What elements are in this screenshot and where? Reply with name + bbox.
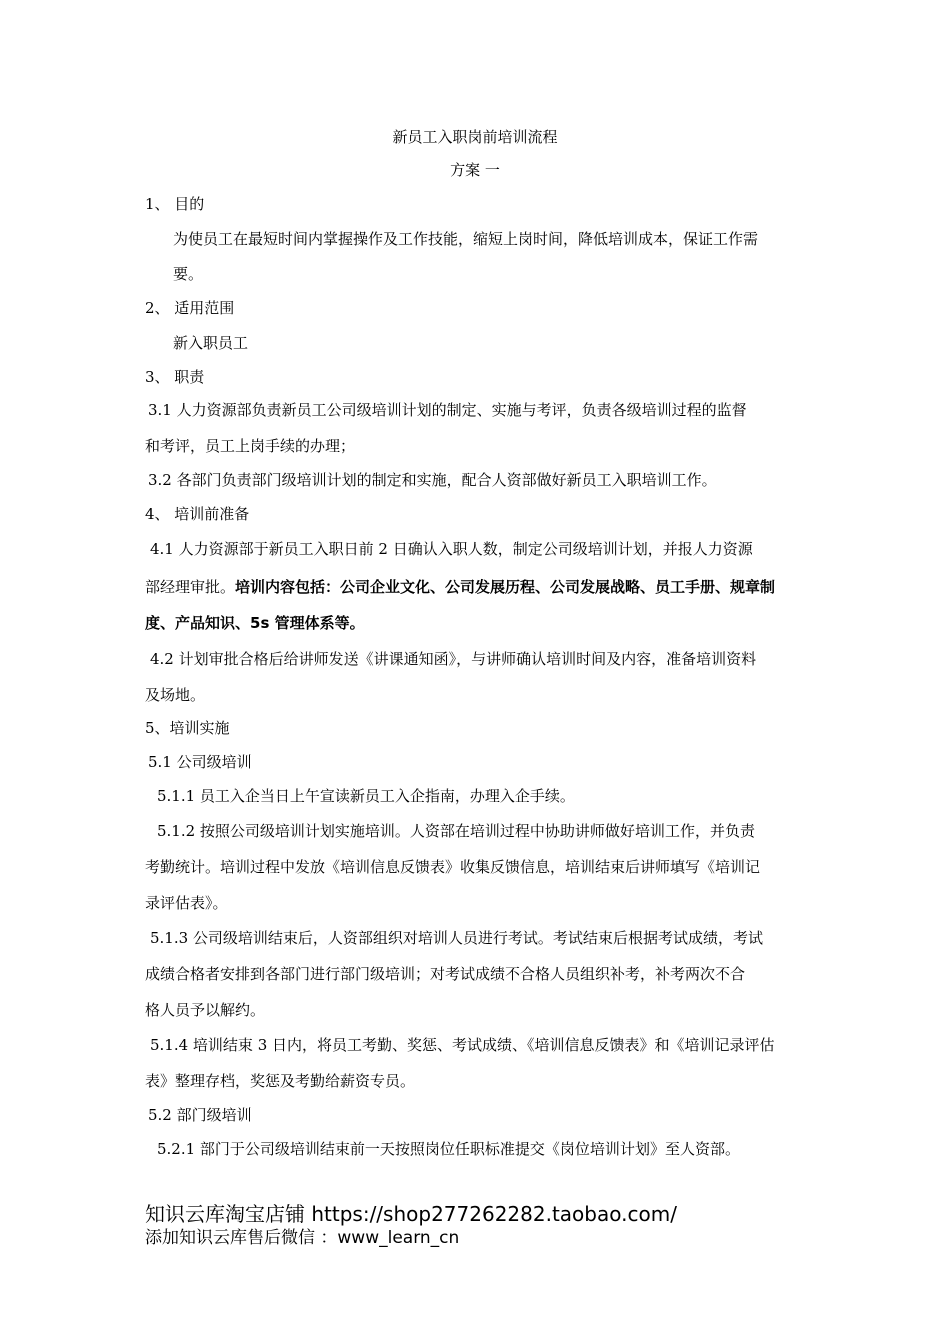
section-5-1-1-line1: 5.1.1 员工入企当日上午宣读新员工入企指南，办理入企手续。	[157, 787, 575, 805]
section-5-1-heading: 5.1 公司级培训	[148, 753, 252, 771]
section-5-1-2-line1: 5.1.2 按照公司级培训计划实施培训。人资部在培训过程中协助讲师做好培训工作，并负责	[157, 822, 755, 840]
section-1-text: 为使员工在最短时间内掌握操作及工作技能，缩短上岗时间，降低培训成本，保证工作需	[173, 230, 759, 248]
document-title: 新员工入职岗前培训流程	[392, 128, 558, 146]
section-4-heading: 4、 培训前准备	[145, 505, 250, 523]
document-subtitle: 方案 一	[450, 161, 500, 179]
section-3-2-line1: 3.2 各部门负责部门级培训计划的制定和实施，配合人资部做好新员工入职培训工作。	[148, 471, 717, 489]
section-5-1-4-line1: 5.1.4 培训结束 3 日内，将员工考勤、奖惩、考试成绩、《培训信息反馈表》和《培训记录评估	[150, 1036, 775, 1054]
section-4-1-line1: 4.1 人力资源部于新员工入职日前 2 日确认入职人数，制定公司级培训计划，并报人力资源	[150, 540, 753, 558]
section-1-text-cont: 要。	[173, 265, 204, 283]
section-4-1-line2-normal: 部经理审批。	[145, 578, 236, 596]
footer-shop-label: 知识云库淘宝店铺	[145, 1202, 305, 1226]
section-4-1-line2-bold: 培训内容包括：公司企业文化、公司发展历程、公司发展战略、员工手册、规章制	[235, 578, 776, 596]
section-5-1-3-line1: 5.1.3 公司级培训结束后，人资部组织对培训人员进行考试。考试结束后根据考试成绩，考试	[150, 929, 763, 947]
section-5-heading: 5、培训实施	[145, 719, 230, 737]
section-5-1-3-line2: 成绩合格者安排到各部门进行部门级培训；对考试成绩不合格人员组织补考，补考两次不合	[145, 965, 746, 983]
section-3-1-line2: 和考评，员工上岗手续的办理；	[145, 437, 356, 455]
section-5-1-2-line2: 考勤统计。培训过程中发放《培训信息反馈表》收集反馈信息，培训结束后讲师填写《培训记	[145, 858, 761, 876]
section-3-1-line1: 3.1 人力资源部负责新员工公司级培训计划的制定、实施与考评，负责各级培训过程的监督	[148, 401, 747, 419]
footer-wechat-label: 添加知识云库售后微信 ：	[145, 1228, 338, 1248]
section-5-2-heading: 5.2 部门级培训	[148, 1106, 252, 1124]
section-2-heading: 2、 适用范围	[145, 299, 235, 317]
section-4-1-line2	[145, 577, 810, 597]
footer-wechat-line	[145, 1227, 459, 1249]
section-4-2-line2: 及场地。	[145, 686, 206, 704]
section-5-1-3-line3: 格人员予以解约。	[145, 1001, 266, 1019]
section-1-heading: 1、 目的	[145, 195, 205, 213]
footer-shop-link[interactable]: https://shop277262282.taobao.com/	[311, 1202, 677, 1226]
section-5-2-1-line1: 5.2.1 部门于公司级培训结束前一天按照岗位任职标准提交《岗位培训计划》至人资部。	[157, 1140, 740, 1158]
section-2-text: 新入职员工	[173, 334, 249, 352]
section-4-2-line1: 4.2 计划审批合格后给讲师发送《讲课通知函》，与讲师确认培训时间及内容，准备培训资料	[150, 650, 757, 668]
section-4-1-line3: 度、产品知识、5s 管理体系等。	[145, 614, 365, 632]
footer-shop-line	[145, 1201, 677, 1227]
footer-wechat-id: www_learn_cn	[337, 1228, 460, 1248]
section-5-1-4-line2: 表》整理存档，奖惩及考勤给薪资专员。	[145, 1072, 416, 1090]
section-5-1-2-line3: 录评估表》。	[145, 894, 228, 912]
section-3-heading: 3、 职责	[145, 368, 205, 386]
